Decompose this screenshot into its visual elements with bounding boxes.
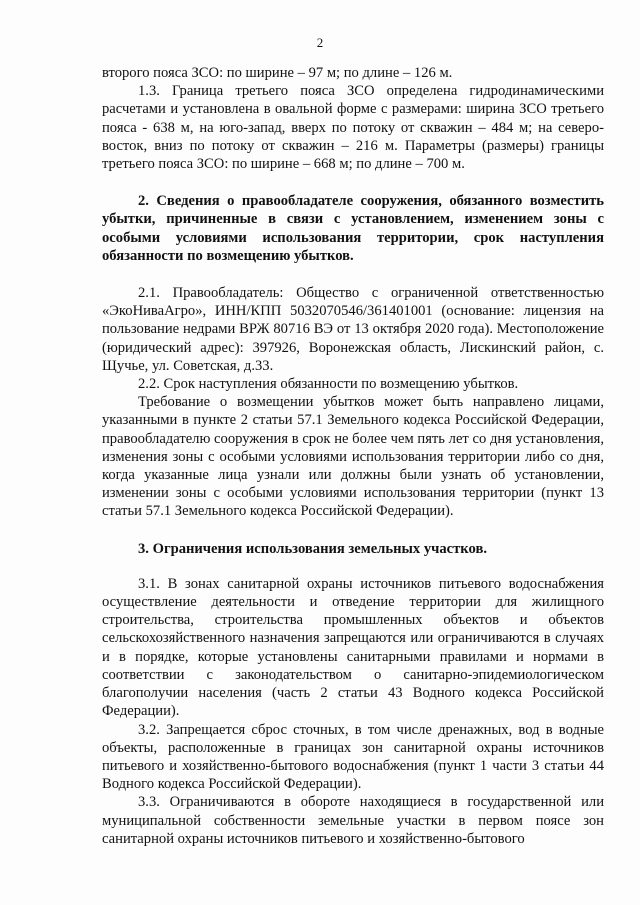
paragraph-2-2-text: Требование о возмещении убытков может быть направлено лицами, указанными в пункте 2 статьи 57.1 Земельного кодекса Российской Федерации, правообладателю сооружения в срок не более чем пять лет со дня установления, изменения зоны с особыми условиями использования территории либо со дня, когда указанные лица узнали или должны были узнать об установлении, изменении зоны с особыми условиями использования территории (пункт 13 статьи 57.1 Земельного кодекса Российской Федерации). [102,394,604,520]
paragraph-continuation: второго пояса ЗСО: по ширине – 97 м; по длине – 126 м. [102,65,453,81]
paragraph-3-1: 3.1. В зонах санитарной охраны источников питьевого водоснабжения осуществление деятельности и отведение территории для жилищного строительства, строительства промышленных объектов и объектов сельскохозяйственного назначения запрещаются или ограничиваются в случаях и в порядке, которые установлены санитарными правилами и нормами в соответствии с законодательством о санитарно-эпидемиологическом благополучии населения (часть 2 статьи 43 Водного кодекса Российской Федерации). [102,575,604,720]
paragraph-3-3: 3.3. Ограничиваются в обороте находящиеся в государственной или муниципальной собственности земельные участки в первом поясе зон санитарной охраны источников питьевого и хозяйственно-бытового [102,794,604,847]
document-body [102,64,604,848]
page-number: 2 [316,35,324,50]
paragraph-2-1: 2.1. Правообладатель: Общество с ограниченной ответственностью «ЭкоНиваАгро», ИНН/КПП 5032070546/361401001 (основание: лицензия на пользование недрами ВРЖ 80716 ВЭ от 13 октября 2020 года). Местоположение (юридический адрес): 397926, Воронежская область, Лискинский район, с. Щучье, ул. Советская, д.33. [102,285,604,374]
paragraph-1-3: 1.3. Граница третьего пояса ЗСО определена гидродинамическими расчетами и установлена в овальной форме с размерами: ширина ЗСО третьего пояса - 638 м, на юго-запад, вверх по потоку от скважин – 484 м; на северо-восток, вниз по потоку от скважин – 216 м. Параметры (размеры) границы третьего пояса ЗСО: по ширине – 668 м; по длине – 700 м. [102,83,604,173]
section-3-heading: 3. Ограничения использования земельных участков. [138,540,487,557]
paragraph-2-2: 2.2. Срок наступления обязанности по возмещению убытков. [138,376,519,393]
section-2-heading: 2. Сведения о правообладателе сооружения, обязанного возместить убытки, причиненные в связи с установлением, изменением зоны с особыми условиями использования территории, срок наступления обязанности по возмещению убытков. [102,193,604,264]
paragraph-3-2: 3.2. Запрещается сброс сточных, в том числе дренажных, вод в водные объекты, расположенные в границах зон санитарной охраны источников питьевого и хозяйственно-бытового водоснабжения (пункт 1 части 3 статьи 44 Водного кодекса Российской Федерации). [102,721,604,793]
